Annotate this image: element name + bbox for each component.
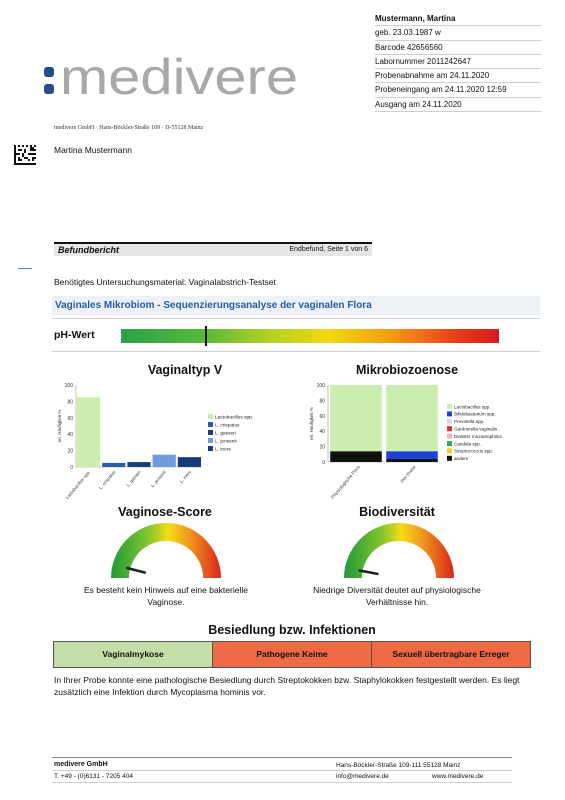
legend-swatch — [447, 411, 452, 416]
y-tick-label: 40 — [319, 429, 325, 436]
divider — [52, 351, 540, 352]
sample-material: Benötigtes Untersuchungsmaterial: Vaginalabstrich-Testset — [54, 277, 276, 287]
bar — [153, 455, 176, 467]
margin-marker — [18, 268, 32, 269]
legend-label: Dialister micraerophilus — [454, 433, 502, 439]
legend-label: Prevotella spp. — [454, 419, 485, 425]
logo-dot-top — [44, 67, 54, 77]
infektionen-title: Besiedlung bzw. Infektionen — [208, 623, 376, 637]
vaginose-score-title: Vaginose-Score — [118, 505, 212, 519]
legend-swatch — [447, 426, 452, 431]
y-tick-label: 0 — [322, 460, 325, 466]
legend-label: L. iners — [215, 447, 231, 453]
y-axis-label: rel. Häufigkeit % — [57, 409, 62, 443]
patient-birth: geb. 23.03.1987 w — [375, 26, 541, 40]
footer-address: Hans-Böckler-Straße 109-111 55128 Mainz — [336, 762, 461, 769]
cell-sexuell-uebertragbare-erreger: Sexuell übertragbare Erreger — [372, 642, 530, 667]
logo-wordmark: medivere — [60, 52, 298, 105]
ph-label: pH-Wert — [54, 329, 95, 341]
legend-swatch — [447, 441, 452, 446]
patient-info-box — [375, 12, 541, 112]
x-tick-label: L. iners — [178, 469, 193, 484]
x-tick-label: L. jensenii — [150, 469, 167, 489]
lab-number: Labornummer 2011242647 — [375, 55, 541, 69]
cell-pathogene-keime: Pathogene Keime — [213, 642, 372, 667]
stacked-bar-segment — [330, 385, 382, 451]
legend-label: L. gasseri — [215, 431, 236, 437]
legend-swatch — [208, 446, 213, 451]
cell-vaginalmykose: Vaginalmykose — [54, 642, 213, 667]
biodiversitaet-caption-line2: Verhältnisse hin. — [365, 597, 429, 607]
x-tick-label: Ihre Probe — [399, 464, 417, 484]
legend-label: andere — [454, 456, 469, 462]
x-tick-label: L. gasseri — [125, 469, 142, 488]
legend-label: Gardnerella vaginalis — [454, 426, 498, 432]
legend-label: Streptococcus spp. — [454, 448, 494, 454]
bar — [102, 463, 125, 467]
ph-scale — [121, 329, 499, 343]
report-title: Befundbericht — [58, 245, 120, 255]
footer-phone: T. +49 - (0)6131 - 7205 404 — [54, 773, 133, 780]
y-tick-label: 20 — [319, 444, 325, 451]
stacked-bar-segment — [386, 451, 438, 459]
y-tick-label: 20 — [67, 448, 73, 455]
mikrobiozoenose-title: Mikrobiozoenose — [355, 363, 459, 377]
mikrobiozoenose-chart — [294, 378, 530, 502]
y-tick-label: 60 — [67, 415, 73, 422]
stacked-bar-segment — [330, 451, 382, 462]
vaginose-gauge — [109, 520, 223, 582]
legend-swatch — [447, 456, 452, 461]
legend-label: L. crispatus — [215, 423, 240, 429]
y-tick-label: 100 — [316, 383, 325, 389]
recipient-name: Martina Mustermann — [54, 145, 132, 155]
vaginose-caption-line2: Vaginose. — [147, 597, 185, 607]
y-tick-label: 100 — [64, 383, 73, 389]
patient-name: Mustermann, Martina — [375, 12, 541, 26]
vaginaltyp-chart — [52, 378, 282, 502]
x-tick-label: L. crispatus — [97, 469, 117, 491]
y-tick-label: 0 — [70, 465, 73, 471]
medivere-logo — [42, 52, 304, 106]
legend-label: Lactobacillus spp. — [454, 404, 491, 410]
legend-label: Lactobacillus spp. — [215, 415, 254, 421]
biodiversitaet-gauge — [342, 520, 456, 582]
bar — [178, 457, 201, 467]
legend-label: L. jensenii — [215, 439, 237, 445]
ph-marker — [205, 326, 207, 346]
vaginaltyp-title: Vaginaltyp V — [147, 363, 223, 377]
vaginose-caption-line1: Es besteht kein Hinweis auf eine bakterielle — [84, 585, 248, 595]
legend-swatch — [447, 419, 452, 424]
y-tick-label: 80 — [319, 398, 325, 405]
y-tick-label: 80 — [67, 399, 73, 406]
bar — [127, 462, 150, 467]
footer-company: medivere GmbH — [54, 761, 108, 768]
sample-received-date: Probeneingang am 24.11.2020 12:59 — [375, 83, 541, 97]
legend-swatch — [208, 438, 213, 443]
report-header-bar — [54, 242, 372, 256]
footer-divider — [52, 782, 512, 783]
sample-taken-date: Probenabnahme am 24.11.2020 — [375, 69, 541, 83]
legend-swatch — [447, 404, 452, 409]
biodiversitaet-caption — [282, 584, 512, 608]
legend-label: Bifidobacterium spp. — [454, 411, 496, 417]
legend-swatch — [208, 430, 213, 435]
biodiversitaet-title: Biodiversität — [359, 505, 435, 519]
biodiversitaet-caption-line1: Niedrige Diversität deutet auf physiologische — [313, 585, 481, 595]
y-tick-label: 60 — [319, 413, 325, 420]
patient-barcode: Barcode 42656560 — [375, 41, 541, 55]
x-tick-label: Physiologische Flora — [330, 464, 361, 500]
sender-address-line: medivere GmbH · Hans-Böckler-Straße 109 · D-55128 Mainz — [54, 125, 204, 131]
footer-web: www.medivere.de — [432, 773, 484, 780]
infektionen-text: In Ihrer Probe konnte eine pathologische Besiedlung durch Streptokokken bzw. Staphylokokken festgestellt werden. Es liegt zusätzlich eine Infektion durch Mycoplasma hominis vor. — [54, 675, 520, 697]
legend-label: Candida spp. — [454, 441, 482, 447]
y-axis-label: rel. Häufigkeit % — [309, 407, 314, 440]
output-date: Ausgang am 24.11.2020 — [375, 98, 541, 112]
legend-swatch — [208, 414, 213, 419]
vaginose-caption — [50, 584, 282, 608]
legend-swatch — [447, 448, 452, 453]
legend-swatch — [208, 422, 213, 427]
datamatrix-code — [14, 145, 36, 165]
footer-divider — [52, 757, 512, 758]
infektionen-table — [53, 641, 531, 668]
stacked-bar-segment — [386, 385, 438, 451]
legend-swatch — [447, 434, 452, 439]
logo-dot-bottom — [44, 84, 54, 94]
divider — [52, 318, 540, 319]
bar — [77, 397, 100, 467]
footer-email: info@medivere.de — [336, 773, 389, 780]
section-title: Vaginales Mikrobiom - Sequenzierungsanalyse der vaginalen Flora — [52, 296, 540, 315]
y-tick-label: 40 — [67, 432, 73, 439]
report-status: Endbefund, Seite 1 von 6 — [289, 246, 368, 253]
stacked-bar-segment — [386, 459, 438, 462]
footer-divider — [52, 770, 512, 771]
x-tick-label: Lactobacillus spp. — [64, 469, 92, 501]
